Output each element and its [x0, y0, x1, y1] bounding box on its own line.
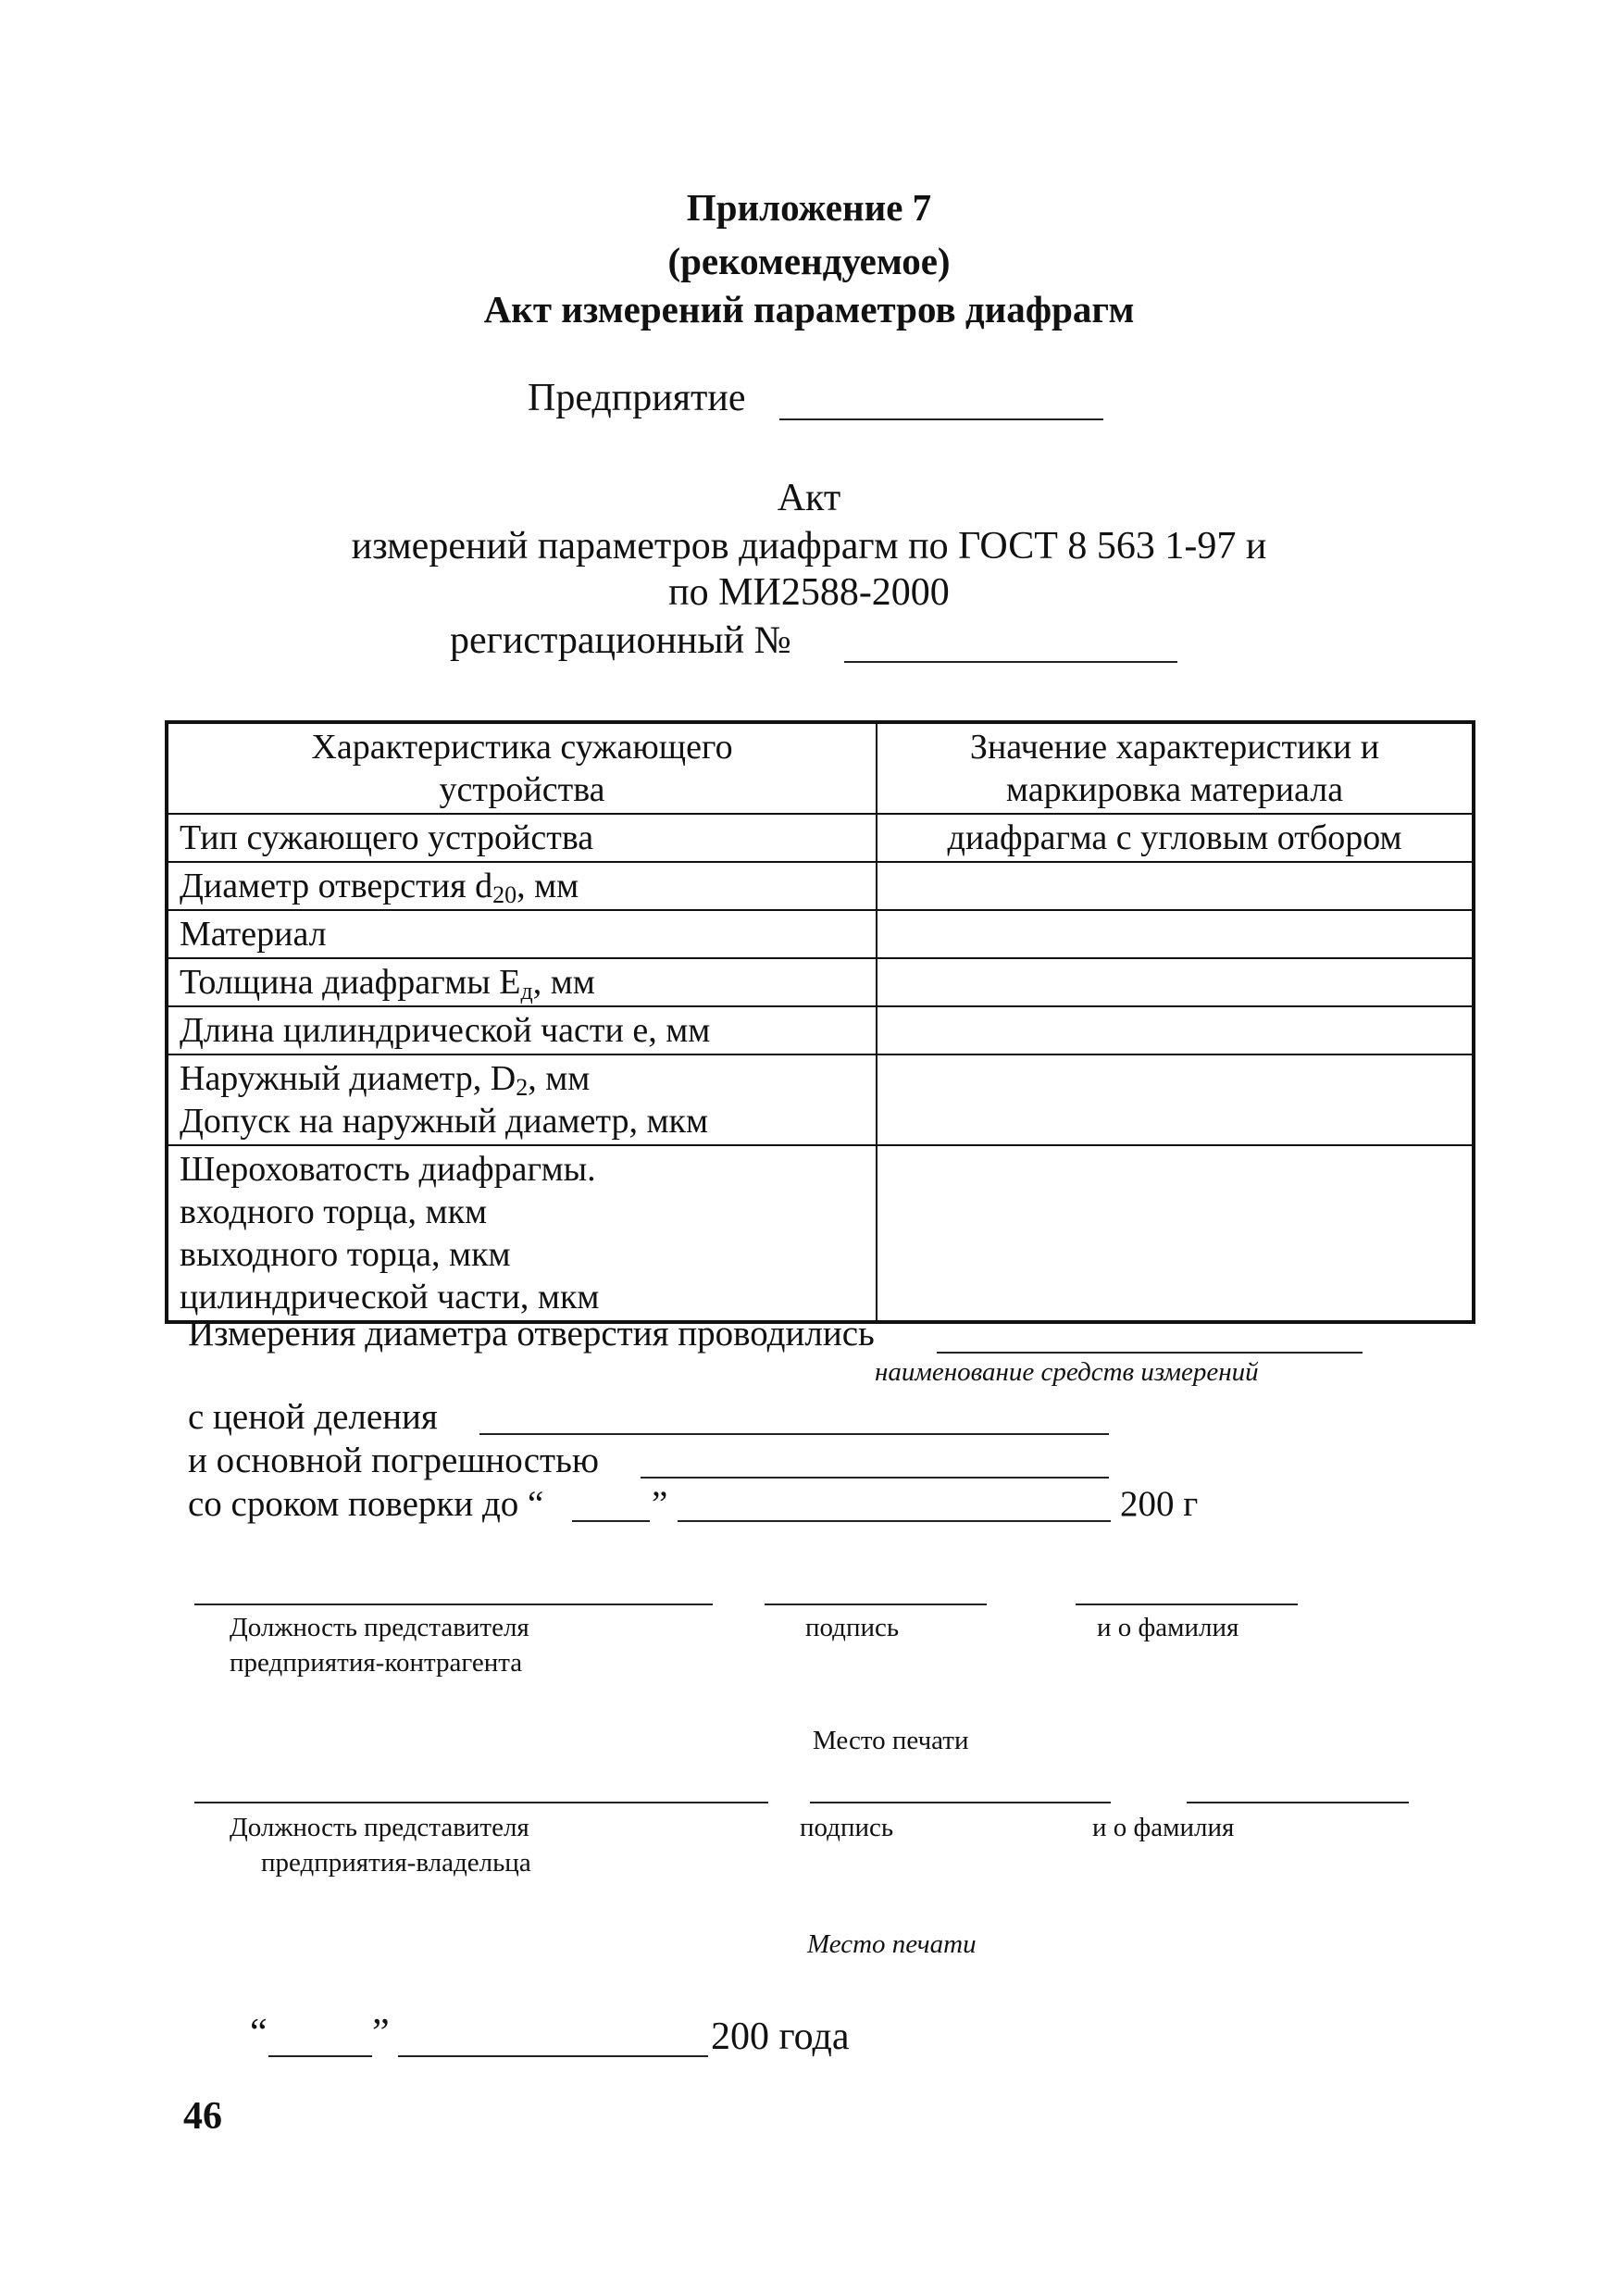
table-header-row — [167, 722, 1474, 814]
table-row-outer-diameter — [167, 1054, 1474, 1145]
date-close-quote: ” — [372, 2012, 390, 2054]
diameter-label: Диаметр отверстия $d_{20}$, мм — [167, 862, 877, 910]
sig2-position-caption-2: предприятия-владельца — [261, 1848, 531, 1878]
act-heading: Акт — [777, 477, 841, 519]
table-row-type — [167, 814, 1474, 862]
table-row-roughness — [167, 1145, 1474, 1322]
roughness-value-cell[interactable] — [877, 1145, 1474, 1322]
diameter-value-cell[interactable] — [877, 862, 1474, 910]
verification-day-blank[interactable] — [572, 1520, 650, 1522]
sig2-name-caption: и о фамилия — [1092, 1813, 1235, 1842]
registration-label: регистрационный № — [450, 619, 791, 662]
cyl-length-value-cell[interactable] — [877, 1006, 1474, 1054]
type-value: диафрагма с угловым отбором — [877, 814, 1474, 862]
sig2-stamp-place: Место печати — [807, 1929, 977, 1959]
measurements-line1: Измерения диаметра отверстия проводились — [188, 1314, 875, 1354]
roughness-label: Шероховатость диафрагмы. входного торца, мкм выходного торца, мкм цилиндрической части, мкм — [167, 1145, 877, 1322]
registration-blank-line[interactable] — [844, 661, 1177, 663]
cyl-length-label: Длина цилиндрической части e, мм — [167, 1006, 877, 1054]
sig1-signature-caption: подпись — [805, 1613, 900, 1642]
basic-error-label: и основной погрешностью — [188, 1441, 600, 1480]
date-year: 200 года — [711, 2015, 850, 2058]
material-label: Материал — [167, 910, 877, 958]
sig1-position-line[interactable] — [194, 1603, 713, 1605]
outer-diameter-label: Наружный диаметр, $D_2$, мм Допуск на наружный диаметр, мкм — [167, 1054, 877, 1145]
basic-error-blank[interactable] — [641, 1477, 1109, 1479]
table-row-material — [167, 910, 1474, 958]
sig2-position-caption: Должность представителя — [230, 1813, 529, 1842]
material-value-cell[interactable] — [877, 910, 1474, 958]
characteristics-table — [165, 720, 1475, 1324]
date-month-blank[interactable] — [398, 2055, 708, 2057]
sig1-position-caption: Должность представителя — [230, 1613, 529, 1642]
measuring-instruments-caption: наименование средств измерений — [875, 1357, 1259, 1387]
table-row-diameter — [167, 862, 1474, 910]
appendix-recommended: (рекомендуемое) — [667, 240, 951, 282]
verification-label: со сроком поверки до “ — [188, 1484, 544, 1524]
sig1-name-caption: и о фамилия — [1097, 1613, 1239, 1642]
act-subtitle-line1: измерений параметров диафрагм по ГОСТ 8 563 1-97 и — [351, 525, 1267, 568]
measuring-instruments-blank[interactable] — [937, 1352, 1363, 1354]
page-number: 46 — [183, 2095, 222, 2138]
sig1-stamp-place: Место печати — [813, 1726, 969, 1755]
col1-header: Характеристика сужающего устройства — [167, 722, 877, 814]
thickness-value-cell[interactable] — [877, 958, 1474, 1006]
date-day-blank[interactable] — [268, 2055, 372, 2057]
sig1-name-line[interactable] — [1076, 1603, 1298, 1605]
appendix-title: Приложение 7 — [686, 186, 932, 229]
date-open-quote: “ — [250, 2012, 268, 2054]
table-row-thickness — [167, 958, 1474, 1006]
verification-year: 200 г — [1120, 1484, 1199, 1524]
division-value-blank[interactable] — [479, 1433, 1109, 1435]
type-label: Тип сужающего устройства — [167, 814, 877, 862]
sig2-signature-line[interactable] — [810, 1802, 1111, 1803]
document-title: Акт измерений параметров диафрагм — [483, 288, 1135, 331]
sig1-signature-line[interactable] — [765, 1603, 987, 1605]
sig1-position-caption-2: предприятия-контрагента — [230, 1648, 523, 1678]
sig2-name-line[interactable] — [1187, 1802, 1409, 1803]
sig2-signature-caption: подпись — [800, 1813, 894, 1842]
enterprise-label: Предприятие — [528, 377, 746, 419]
col2-header: Значение характеристики и маркировка материала — [877, 722, 1474, 814]
sig2-position-line[interactable] — [194, 1802, 768, 1803]
verification-month-blank[interactable] — [678, 1520, 1111, 1522]
act-subtitle-line2: по МИ2588-2000 — [668, 571, 950, 614]
table-row-cyl-length — [167, 1006, 1474, 1054]
outer-diameter-value-cell[interactable] — [877, 1054, 1474, 1145]
division-value-label: с ценой деления — [188, 1397, 438, 1437]
enterprise-blank-line[interactable] — [779, 418, 1103, 420]
verification-close-quote: ” — [652, 1484, 668, 1524]
thickness-label: Толщина диафрагмы $E_д$, мм — [167, 958, 877, 1006]
